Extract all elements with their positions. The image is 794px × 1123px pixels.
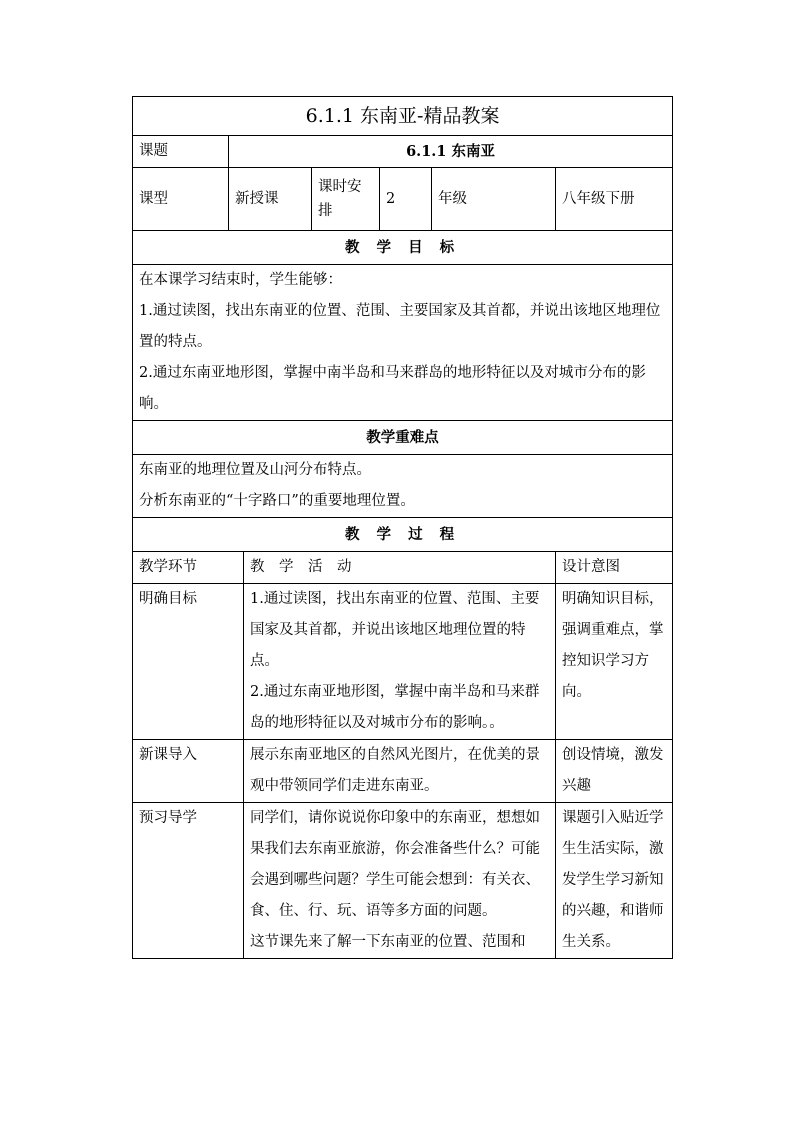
lesson-plan-document <box>132 96 672 959</box>
intent-cell: 课题引入贴近学生生活实际，激发学生学习新知的兴趣，和谐师生关系。 <box>556 803 673 959</box>
objectives-line: 在本课学习结束时，学生能够： <box>139 272 342 288</box>
column-header-intent: 设计意图 <box>556 552 673 584</box>
key-point-line: 东南亚的地理位置及山河分布特点。 <box>139 462 371 478</box>
objectives-header: 教 学 目 标 <box>133 231 673 265</box>
key-points-header: 教学重难点 <box>133 421 673 455</box>
topic-label: 课题 <box>133 136 229 168</box>
process-row <box>133 584 673 740</box>
lesson-plan-table <box>132 96 673 959</box>
objectives-line: 1.通过读图，找出东南亚的位置、范围、主要国家及其首都，并说出该地区地理位置的特点。 <box>139 303 661 350</box>
grade-label: 年级 <box>432 168 556 231</box>
type-value: 新授课 <box>229 168 312 231</box>
hours-label: 课时安排 <box>312 168 380 231</box>
grade-value: 八年级下册 <box>556 168 673 231</box>
activity-paragraph: 2.通过东南亚地形图，掌握中南半岛和马来群岛的地形特征以及对城市分布的影响。。 <box>250 684 540 731</box>
stage-cell: 明确目标 <box>133 584 244 740</box>
document-title: 6.1.1 东南亚-精品教案 <box>133 97 673 136</box>
intent-cell: 明确知识目标，强调重难点，掌控知识学习方向。 <box>556 584 673 740</box>
stage-cell: 新课导入 <box>133 740 244 803</box>
process-header: 教 学 过 程 <box>133 518 673 552</box>
activity-cell <box>244 584 556 740</box>
stage-cell: 预习导学 <box>133 803 244 959</box>
activity-paragraph: 这节课先来了解一下东南亚的位置、范围和 <box>250 934 526 950</box>
key-points-content <box>133 455 673 518</box>
hours-value: 2 <box>380 168 432 231</box>
objectives-line: 2.通过东南亚地形图，掌握中南半岛和马来群岛的地形特征以及对城市分布的影响。 <box>139 365 646 412</box>
key-point-line: 分析东南亚的“十字路口”的重要地理位置。 <box>139 493 415 509</box>
activity-paragraph: 1.通过读图，找出东南亚的位置、范围、主要国家及其首都，并说出该地区地理位置的特点。 <box>250 591 540 669</box>
column-header-stage: 教学环节 <box>133 552 244 584</box>
process-row <box>133 740 673 803</box>
process-row <box>133 803 673 959</box>
activity-cell <box>244 803 556 959</box>
activity-cell <box>244 740 556 803</box>
activity-paragraph: 展示东南亚地区的自然风光图片，在优美的景观中带领同学们走进东南亚。 <box>250 747 540 794</box>
activity-paragraph: 同学们，请你说说你印象中的东南亚，想想如果我们去东南亚旅游，你会准备些什么？可能会遇到哪些问题？学生可能会想到：有关衣、食、住、行、玩、语等多方面的问题。 <box>250 810 540 919</box>
objectives-content <box>133 265 673 421</box>
column-header-activity: 教 学 活 动 <box>244 552 556 584</box>
type-label: 课型 <box>133 168 229 231</box>
intent-cell: 创设情境，激发兴趣 <box>556 740 673 803</box>
topic-value: 6.1.1 东南亚 <box>229 136 673 168</box>
